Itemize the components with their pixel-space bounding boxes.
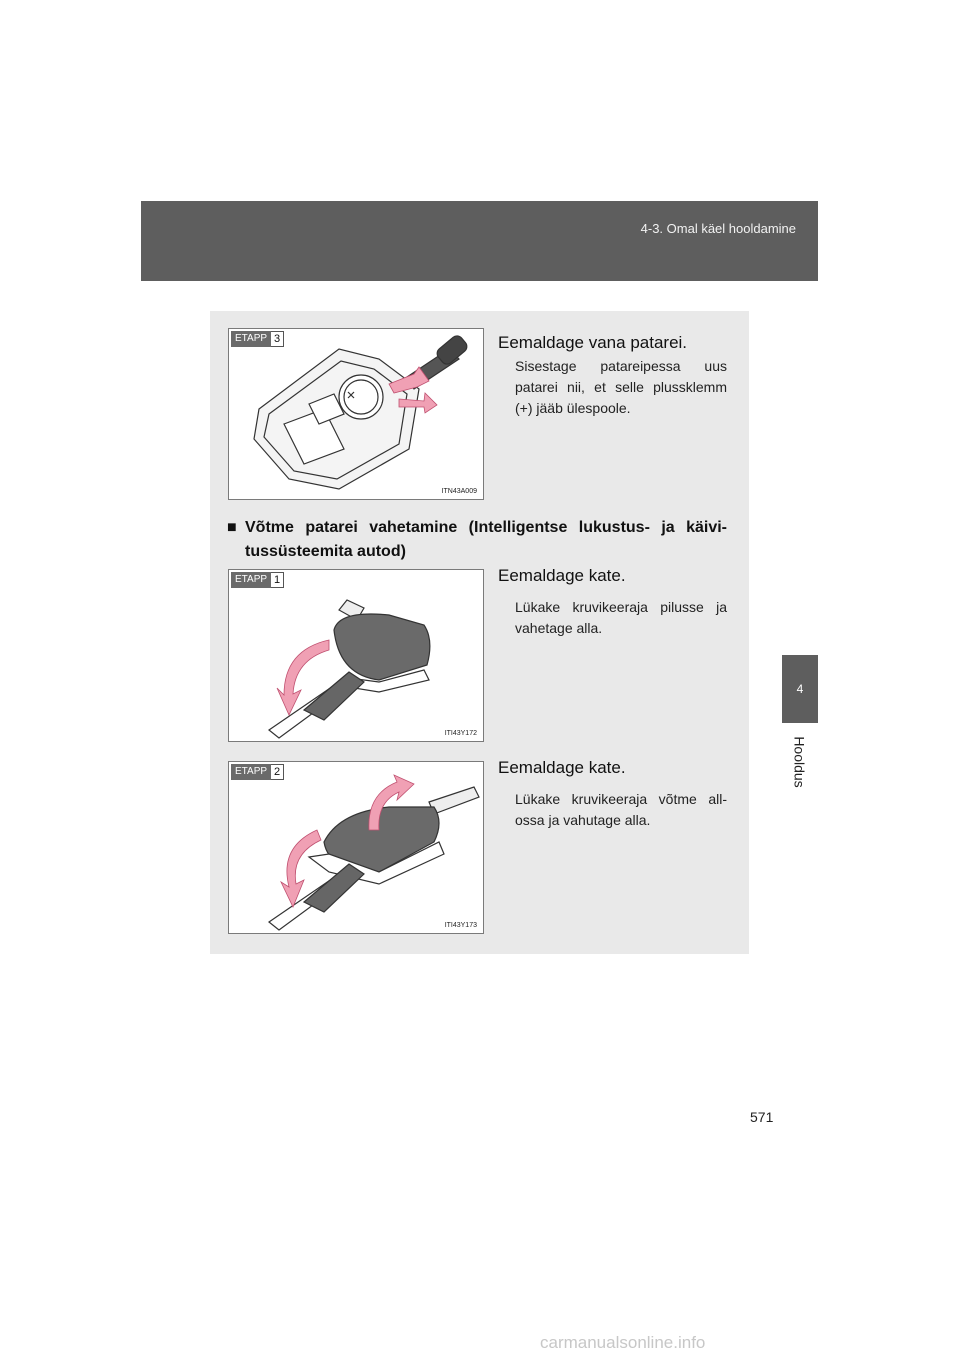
step-3-body: Sisestage patareipessa uus patarei nii, et selle plussklemm (+) jääb ülespoole. bbox=[515, 358, 727, 416]
step-2-body: Lükake kruvikeeraja võtme all-ossa ja vahutage alla. bbox=[515, 791, 727, 828]
step-1-body: Lükake kruvikeeraja pilusse ja vahetage alla. bbox=[515, 599, 727, 636]
chapter-tab-number: 4 bbox=[782, 655, 818, 723]
section-heading: ■ Võtme patarei vahetamine (Intelligentse lukustus- ja käivi- tussüsteemita autod) bbox=[227, 519, 727, 560]
step-badge: ETAPP 3 bbox=[231, 331, 284, 347]
figure-step-1 bbox=[228, 569, 484, 742]
figure-code: ITI43Y173 bbox=[444, 922, 477, 929]
figure-step-3 bbox=[228, 328, 484, 500]
step-2-title: Eemaldage kate. bbox=[498, 758, 626, 777]
header-bar bbox=[141, 201, 818, 281]
chapter-tab-label: Hooldus bbox=[792, 736, 808, 788]
key-open-battery-illustration bbox=[229, 329, 483, 499]
page-number: 571 bbox=[750, 1109, 774, 1125]
figure-code: ITI43Y172 bbox=[444, 730, 477, 737]
step-badge: ETAPP 1 bbox=[231, 572, 284, 588]
key-cover-pry-illustration bbox=[229, 570, 483, 741]
watermark: carmanualsonline.info bbox=[540, 1333, 706, 1352]
step-1-title: Eemaldage kate. bbox=[498, 566, 626, 585]
step-3-title: Eemaldage vana patarei. bbox=[498, 333, 688, 352]
step-badge: ETAPP 2 bbox=[231, 764, 284, 780]
figure-step-2 bbox=[228, 761, 484, 934]
figure-code: ITN43A009 bbox=[441, 488, 477, 495]
header-section-title: 4-3. Omal käel hooldamine bbox=[640, 221, 796, 236]
key-cover-remove-illustration bbox=[229, 762, 483, 933]
